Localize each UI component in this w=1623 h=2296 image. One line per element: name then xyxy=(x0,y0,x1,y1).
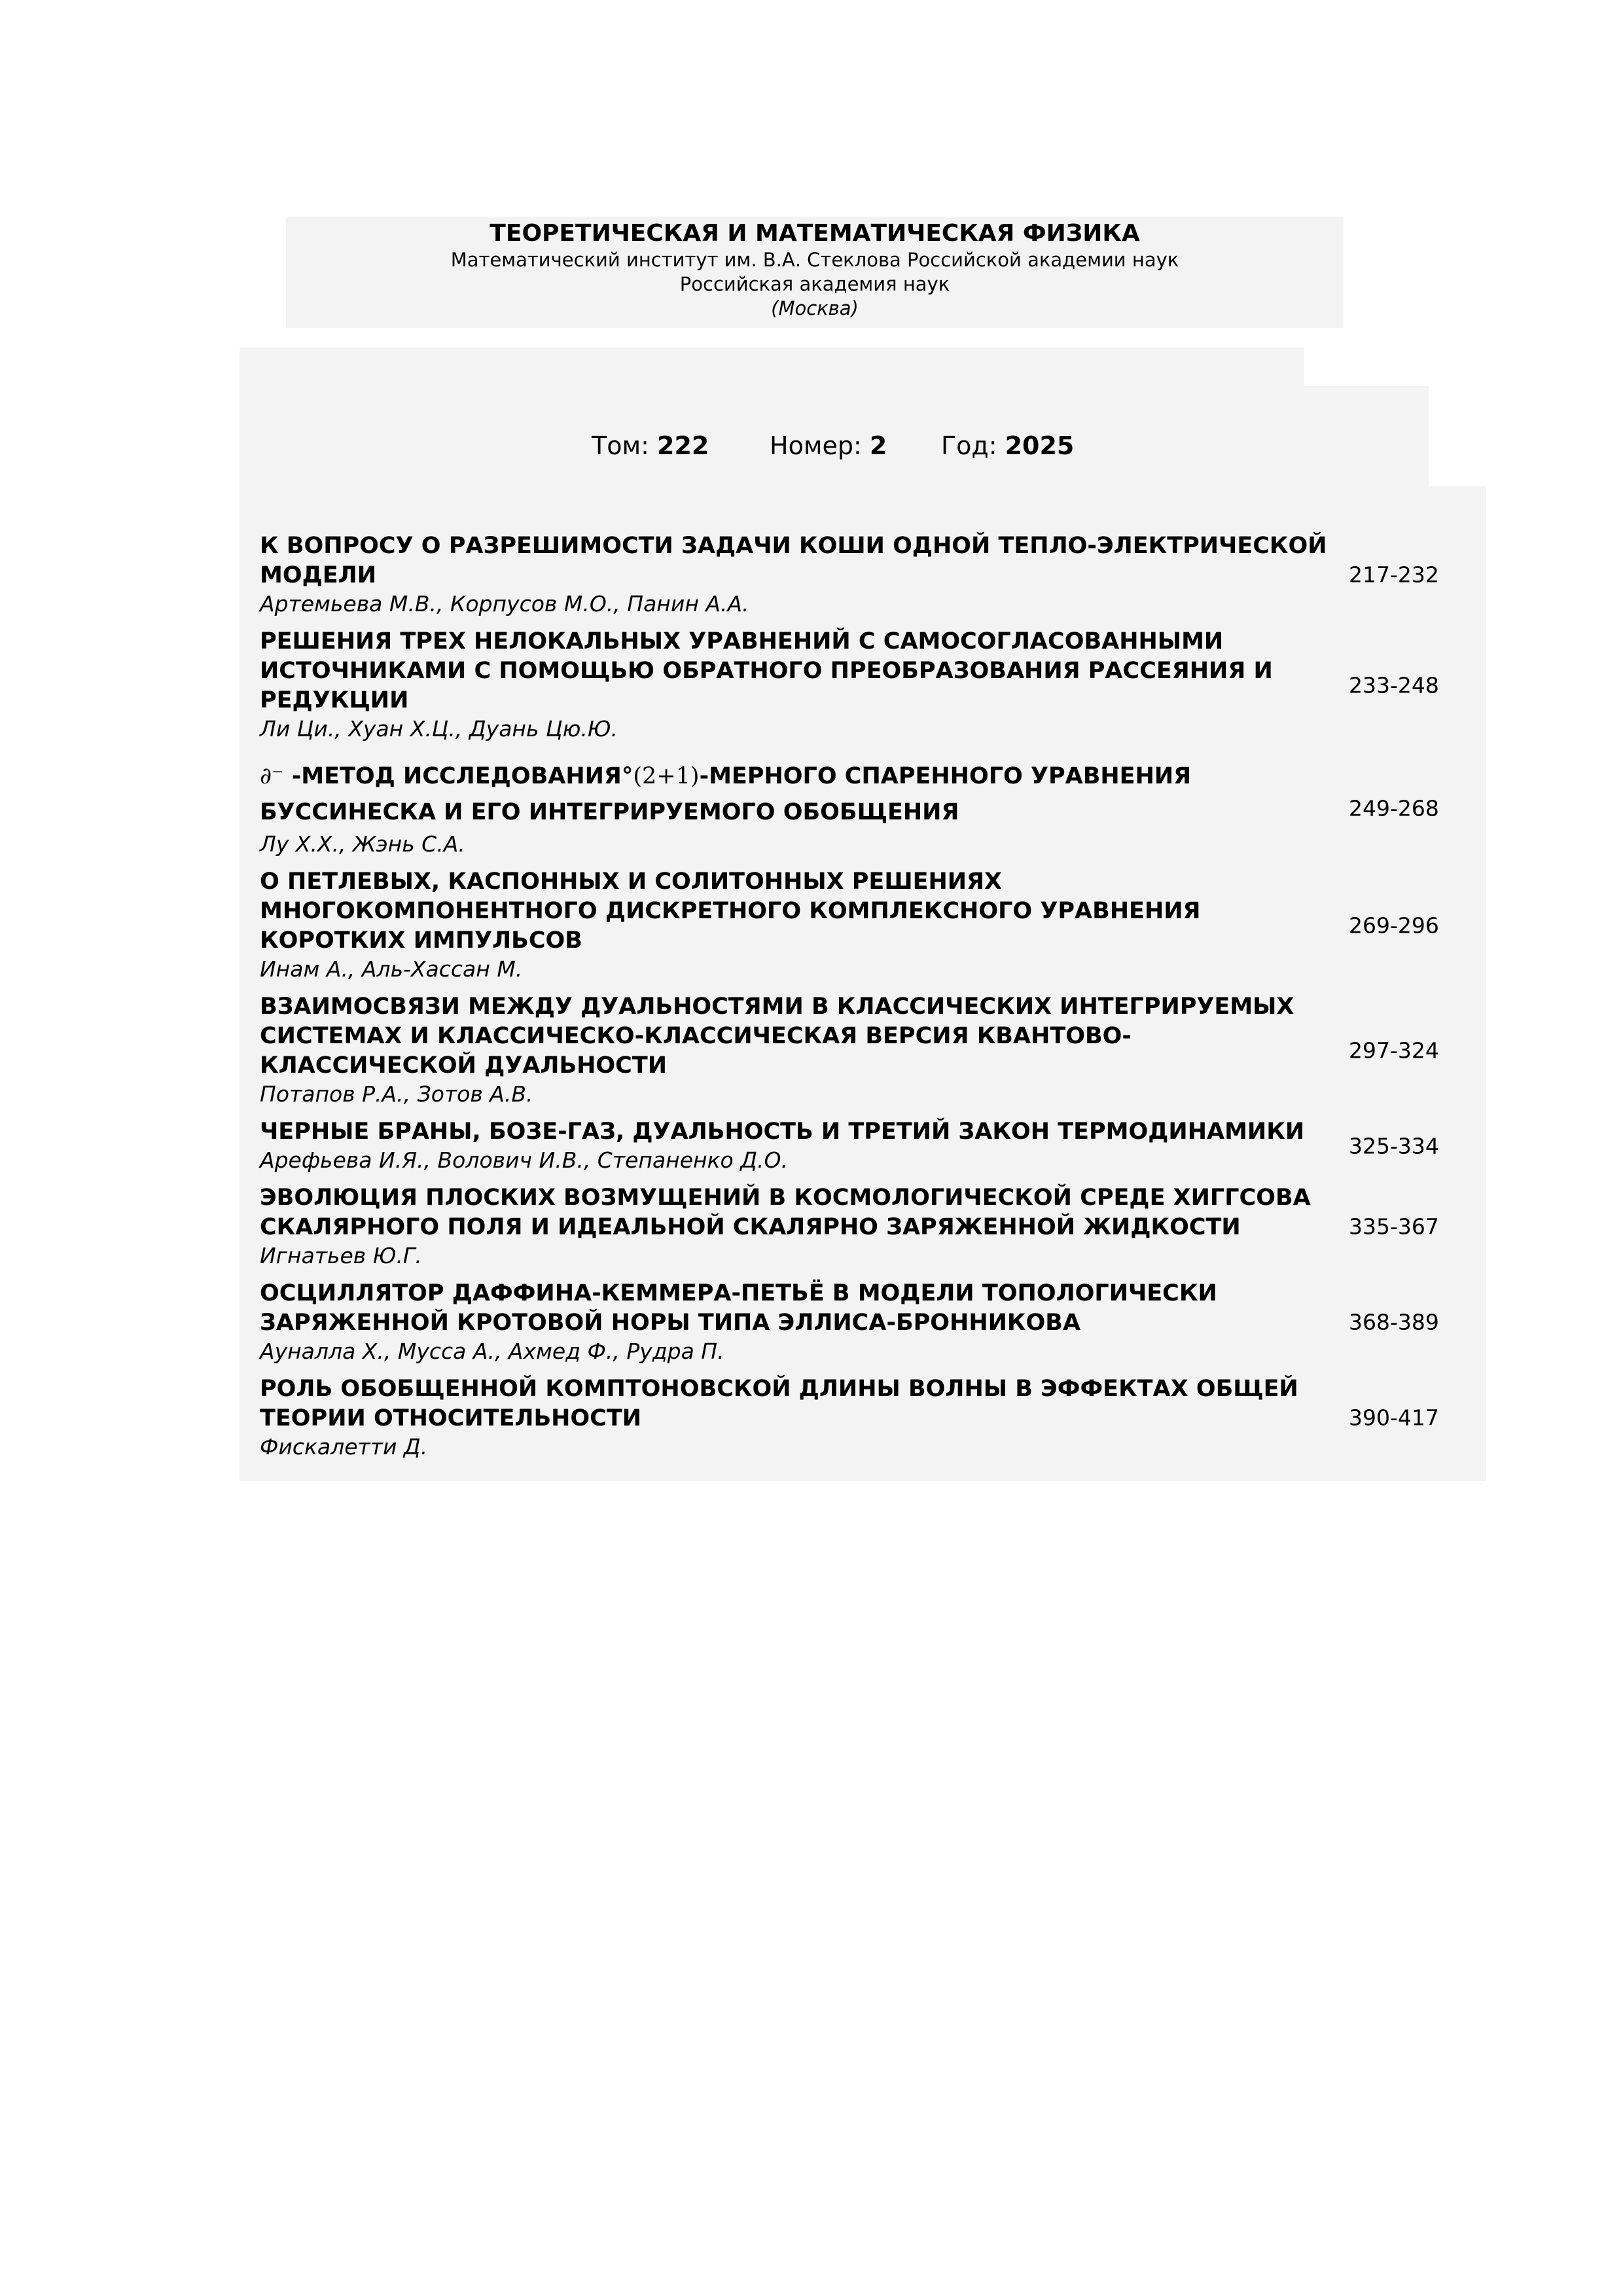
article-pages: 390-417 xyxy=(1349,1405,1439,1431)
article-title[interactable]: ВЗАИМОСВЯЗИ МЕЖДУ ДУАЛЬНОСТЯМИ В КЛАССИЧЕСКИХ ИНТЕГРИРУЕМЫХ СИСТЕМАХ И КЛАССИЧЕСКО-КЛАССИЧЕСКАЯ ВЕРСИЯ КВАНТОВО-КЛАССИЧЕСКОЙ ДУАЛЬНОСТИ xyxy=(260,994,1294,1079)
dimension-formula: (2+1) xyxy=(633,763,700,789)
article-pages: 368-389 xyxy=(1349,1309,1439,1335)
article-pages: 335-367 xyxy=(1349,1213,1439,1240)
article-title[interactable]: ЧЕРНЫЕ БРАНЫ, БОЗЕ-ГАЗ, ДУАЛЬНОСТЬ И ТРЕТИЙ ЗАКОН ТЕРМОДИНАМИКИ xyxy=(260,1119,1305,1145)
academy-name: Российская академия наук xyxy=(679,273,950,295)
year-info xyxy=(941,426,1074,465)
volume-label: Том: xyxy=(592,431,649,460)
year-value: 2025 xyxy=(1005,431,1075,460)
article-authors: Фискалетти Д. xyxy=(260,1434,428,1460)
journal-header xyxy=(286,217,1344,328)
article-authors: Игнатьев Ю.Г. xyxy=(260,1243,422,1268)
article-pages: 269-296 xyxy=(1349,912,1439,938)
article-entry[interactable] xyxy=(260,627,1490,743)
article-entry[interactable] xyxy=(260,759,1490,858)
partial-symbol: ∂⁻ xyxy=(260,763,284,789)
article-title[interactable]: РОЛЬ ОБОБЩЕННОЙ КОМПТОНОВСКОЙ ДЛИНЫ ВОЛНЫ В ЭФФЕКТАХ ОБЩЕЙ ТЕОРИИ ОТНОСИТЕЛЬНОСТИ xyxy=(260,1376,1298,1431)
article-entry[interactable] xyxy=(260,1117,1490,1174)
article-entry[interactable] xyxy=(260,992,1490,1108)
issue-info xyxy=(240,426,1429,465)
article-title[interactable]: К ВОПРОСУ О РАЗРЕШИМОСТИ ЗАДАЧИ КОШИ ОДНОЙ ТЕПЛО-ЭЛЕКТРИЧЕСКОЙ МОДЕЛИ xyxy=(260,533,1327,588)
article-authors: Ли Ци., Хуан Х.Ц., Дуань Цю.Ю. xyxy=(260,716,618,742)
article-authors: Потапов Р.А., Зотов А.В. xyxy=(260,1081,533,1107)
volume-info xyxy=(592,426,709,465)
article-pages: 233-248 xyxy=(1349,672,1439,698)
institution-name: Математический институт им. В.А. Стеклова Российской академии наук xyxy=(450,249,1179,271)
article-pages: 249-268 xyxy=(1349,795,1439,821)
article-pages: 325-334 xyxy=(1349,1133,1439,1158)
city-name: (Москва) xyxy=(771,297,859,319)
article-pages: 217-232 xyxy=(1349,562,1439,588)
article-entry[interactable] xyxy=(260,1279,1490,1365)
article-authors: Артемьева М.В., Корпусов М.О., Панин А.А. xyxy=(260,591,749,617)
number-value: 2 xyxy=(869,431,887,460)
number-label: Номер: xyxy=(770,431,862,460)
background-band-top xyxy=(240,348,1304,387)
article-authors: Инам А., Аль-Хассан М. xyxy=(260,956,523,982)
article-entry[interactable] xyxy=(260,867,1490,983)
article-entry[interactable] xyxy=(260,531,1490,618)
article-title[interactable]: О ПЕТЛЕВЫХ, КАСПОННЫХ И СОЛИТОННЫХ РЕШЕНИЯХ МНОГОКОМПОНЕНТНОГО ДИСКРЕТНОГО КОМПЛЕКСНОГО УРАВНЕНИЯ КОРОТКИХ ИМПУЛЬСОВ xyxy=(260,869,1201,954)
article-entry[interactable] xyxy=(260,1183,1490,1270)
article-authors: Лу Х.Х., Жэнь С.А. xyxy=(260,831,465,857)
table-of-contents xyxy=(260,531,1490,1470)
year-label: Год: xyxy=(941,431,997,460)
article-authors: Арефьева И.Я., Волович И.В., Степаненко Д.О. xyxy=(260,1147,788,1173)
volume-value: 222 xyxy=(657,431,709,460)
article-entry[interactable] xyxy=(260,1374,1490,1461)
number-info xyxy=(770,426,887,465)
article-authors: Ауналла Х., Мусса А., Ахмед Ф., Рудра П. xyxy=(260,1338,724,1364)
journal-title: ТЕОРЕТИЧЕСКАЯ И МАТЕМАТИЧЕСКАЯ ФИЗИКА xyxy=(490,220,1140,247)
article-title-part: -МЕРНОГО СПАРЕННОГО УРАВНЕНИЯ БУССИНЕСКА И ЕГО ИНТЕГРИРУЕМОГО ОБОБЩЕНИЯ xyxy=(260,763,1192,825)
article-title[interactable]: РЕШЕНИЯ ТРЕХ НЕЛОКАЛЬНЫХ УРАВНЕНИЙ С САМОСОГЛАСОВАННЫМИ ИСТОЧНИКАМИ С ПОМОЩЬЮ ОБРАТНОГО ПРЕОБРАЗОВАНИЯ РАССЕЯНИЯ И РЕДУКЦИИ xyxy=(260,628,1273,713)
article-pages: 297-324 xyxy=(1349,1037,1439,1063)
article-title[interactable] xyxy=(260,759,1333,831)
article-title-part: -МЕТОД ИССЛЕДОВАНИЯ° xyxy=(283,763,633,789)
article-title[interactable]: ОСЦИЛЛЯТОР ДАФФИНА-КЕММЕРА-ПЕТЬЁ В МОДЕЛИ ТОПОЛОГИЧЕСКИ ЗАРЯЖЕННОЙ КРОТОВОЙ НОРЫ ТИПА ЭЛЛИСА-БРОННИКОВА xyxy=(260,1280,1217,1336)
article-title[interactable]: ЭВОЛЮЦИЯ ПЛОСКИХ ВОЗМУЩЕНИЙ В КОСМОЛОГИЧЕСКОЙ СРЕДЕ ХИГГСОВА СКАЛЯРНОГО ПОЛЯ И ИДЕАЛЬНОЙ СКАЛЯРНО ЗАРЯЖЕННОЙ ЖИДКОСТИ xyxy=(260,1185,1311,1240)
